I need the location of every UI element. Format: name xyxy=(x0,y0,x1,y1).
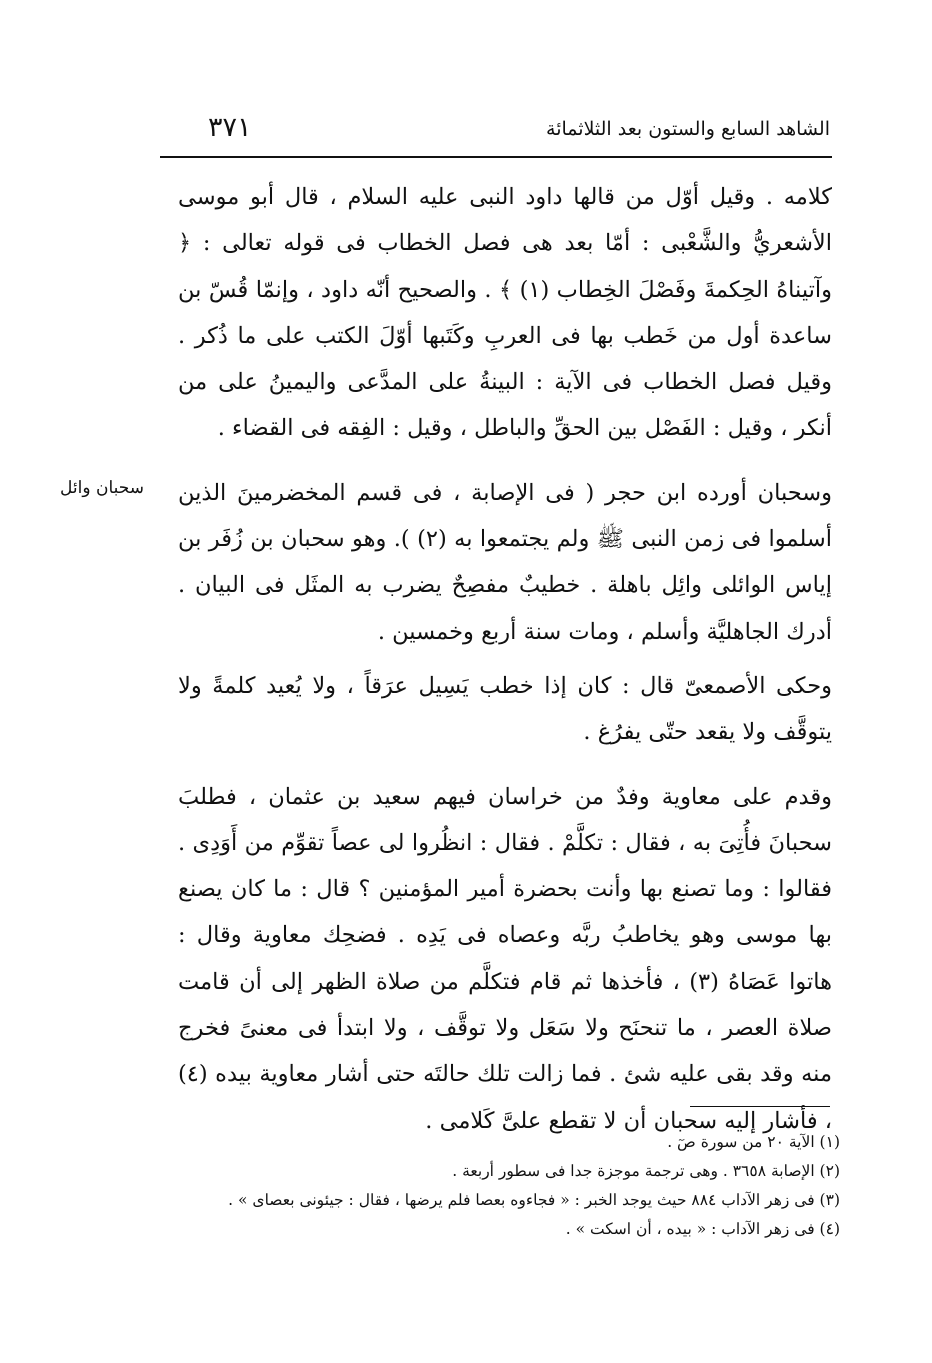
main-text xyxy=(178,174,832,1144)
page-number: ٣٧١ xyxy=(208,112,252,143)
header-rule xyxy=(160,156,832,158)
running-header xyxy=(180,112,830,148)
paragraph-2: وسحبان أورده ابن حجر ( فى الإصابة ، فى قسم المخضرمينَ الذين أسلموا فى زمن النبى ﷺ ولم يجتمعوا به (٢) ). وهو سحبان بن زُفَر بن إياس الوائلى وائِل باهلة . خطيبٌ مفصِحٌ يضرب به المثَل فى البيان . أدرك الجاهليَّة وأسلم ، ومات سنة أربع وخمسين . xyxy=(178,479,832,645)
footnote-2: (٢) الإصابة ٣٦٥٨ . وهى ترجمة موجزة جدا فى سطور أربعة . xyxy=(452,1162,840,1180)
footnote-3: (٣) فى زهر الآداب ٨٨٤ حيث يوجد الخبر : « فجاءوه بعصا فلم يرضها ، فقال : جيئونى بعصاى » . xyxy=(228,1191,840,1209)
footnotes xyxy=(150,1128,840,1244)
paragraph-4: وقدم على معاوية وفدٌ من خراسان فيهم سعيد بن عثمان ، فطلبَ سحبانَ فأُتِىَ به ، فقال : تكلَّمْ . فقال : انظُروا لى عصاً تقوِّم من أَوَدِى . فقالوا : وما تصنع بها وأنت بحضرة أمير المؤمنين ؟ قال : ما كان يصنع بها موسى وهو يخاطبُ ربَّه وعصاه فى يَدِه . فضحِك معاوية وقال : هاتوا عَصَاهُ (٣) ، فأخذها ثم قام فتكلَّم من صلاة الظهر إلى أن قامت صلاة العصر ، ما تنحنَح ولا سَعَل ولا توقَّف ، ولا ابتدأ فى معنىً فخرج منه وقد بقى عليه شئ . فما زالت تلك حالتَه حتى أشار معاوية بيده (٤) ، فأشار إليه سحبان أن لا تقطع علىَّ كَلامى . xyxy=(178,783,832,1134)
footnote-rule xyxy=(690,1106,830,1107)
footnote-1: (١) الآية ٢٠ من سورة صٓ . xyxy=(667,1133,840,1151)
margin-note: سحبان وائل xyxy=(60,478,144,498)
paragraph-3: وحكى الأصمعىّ قال : كان إذا خطب يَسِيل عرَقاً ، ولا يُعيد كلمةً ولا يتوقَّف ولا يقعد حتّى يفرُغ . xyxy=(178,672,832,746)
paragraph-1: كلامه . وقيل أوّل من قالها داود النبى عليه السلام ، قال أبو موسى الأشعريُّ والشَّعْبى : أمّا بعد هى فصل الخطاب فى قوله تعالى : ﴿ وآتيناهُ الحِكمةَ وفَصْلَ الخِطاب (١) ﴾ . والصحيح أنّه داود ، وإنمّا قُسّ بن ساعدة أول من خَطب بها فى العربِ وكَتَبها أوّلَ الكتب على ما ذُكر . وقيل فصل الخطاب فى الآية : البينةُ على المدَّعى واليمينُ على من أنكر ، وقيل : الفَصْل بين الحقِّ والباطل ، وقيل : الفِقه فى القضاء . xyxy=(178,184,832,442)
running-title: الشاهد السابع والستون بعد الثلاثمائة xyxy=(546,118,830,140)
footnote-4: (٤) فى زهر الآداب : « بيده ، أن اسكت » . xyxy=(565,1220,840,1238)
